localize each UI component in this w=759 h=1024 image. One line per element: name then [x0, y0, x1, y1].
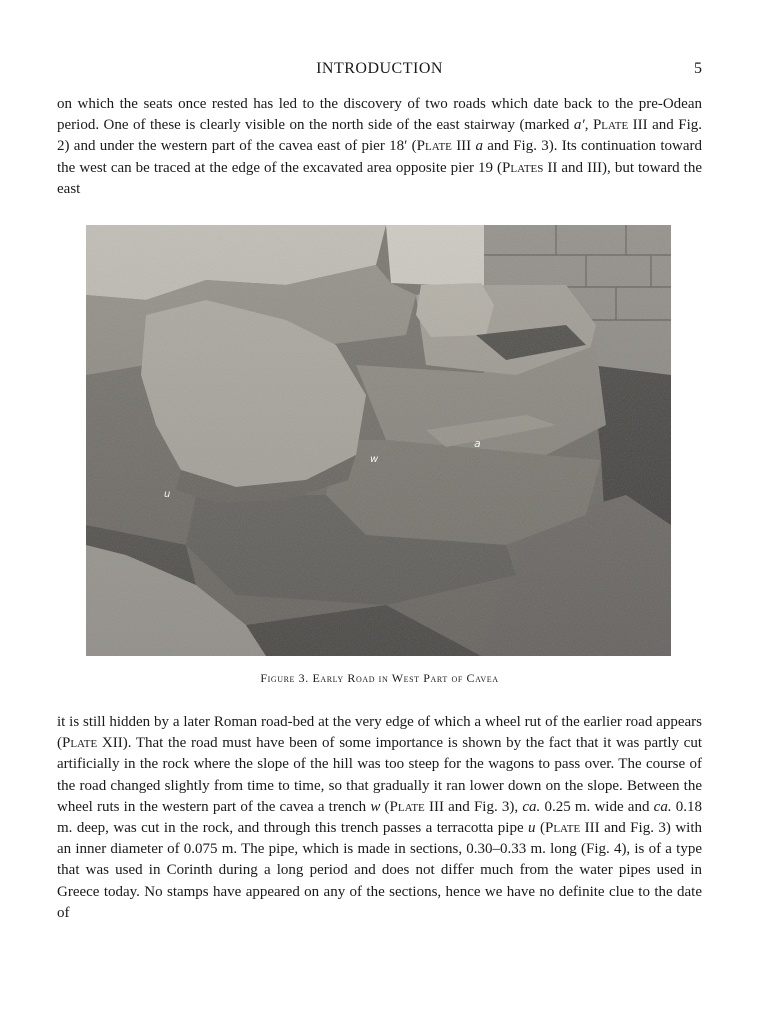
photo-mark-a: a: [474, 437, 481, 450]
figure-caption: Figure 3. Early Road in West Part of Cavea: [260, 671, 499, 685]
photo-mark-w: w: [370, 454, 379, 465]
figure-3-photograph: [86, 225, 671, 656]
photo-mark-u: u: [164, 489, 171, 500]
body-paragraph-bottom: it is still hidden by a later Roman road-bed at the very edge of which a wheel rut of the earlier road appears (Plate XII). That the road must have been of some importance is shown by the fact that it was partly cut artificially in the rock where the slope of the hill was too steep for the wagons to pass over. The course of the road changed slightly from time to time, so that gradually it ran lower down on the slope. Between the wheel ruts in the western part of the cavea a trench w (Plate III and Fig. 3), ca. 0.25 m. wide and ca. 0.18 m. deep, was cut in the rock, and through this trench passes a terracotta pipe u (Plate III and Fig. 3) with an inner diameter of 0.075 m. The pipe, which is made in sections, 0.30–0.33 m. long (Fig. 4), is of a type that was used in Corinth during a long period and does not differ much from the water pipes used in Greece today. No stamps have appeared on any of the sections, hence we have no definite clue to the date of: [57, 714, 703, 921]
running-header: INTRODUCTION: [316, 60, 443, 77]
body-paragraph-top: on which the seats once rested has led to the discovery of two roads which date back to the pre-Odean period. One of these is clearly visible on the north side of the east stairway (marked a′, Plate III and Fig. 2) and under the western part of the cavea east of pier 18′ (Plate III a and Fig. 3). Its continuation toward the west can be traced at the edge of the excavated area opposite pier 19 (Plates II and III), but toward the east: [57, 96, 703, 197]
page-number: 5: [694, 60, 702, 77]
